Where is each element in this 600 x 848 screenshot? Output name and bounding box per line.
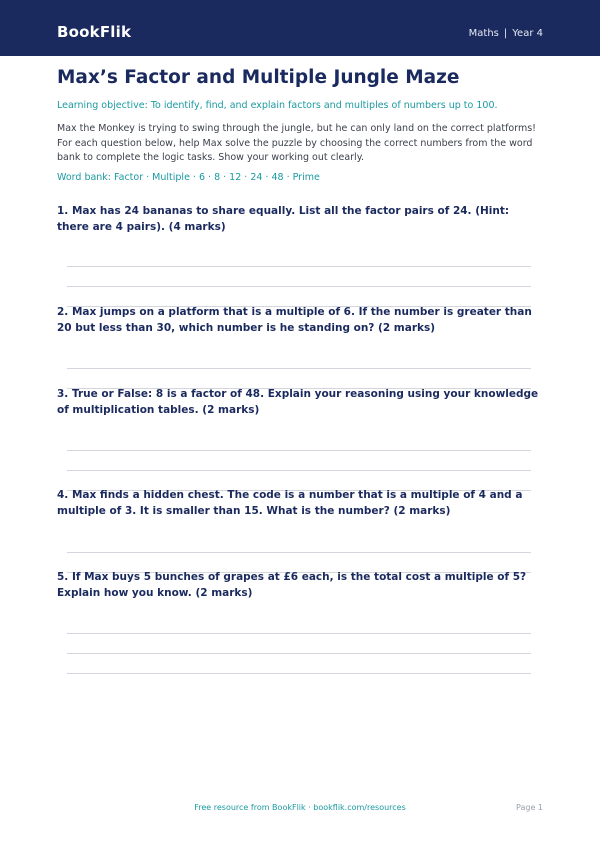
brand-logo: BookFlik — [57, 23, 132, 41]
answer-line[interactable] — [67, 450, 531, 451]
page-number: Page 1 — [516, 803, 543, 812]
learning-objective: Learning objective: To identify, find, and explain factors and multiples of numbers up to 100. — [57, 100, 498, 111]
question-3: 3. True or False: 8 is a factor of 48. Explain your reasoning using your knowledge of multiplication tables. (2 marks) — [57, 388, 539, 416]
year-label: Year 4 — [512, 28, 543, 39]
question-5: 5. If Max buys 5 bunches of grapes at £6 each, is the total cost a multiple of 5? Explain how you know. (2 marks) — [57, 571, 527, 599]
header-meta — [469, 27, 543, 41]
answer-line[interactable] — [67, 286, 531, 287]
question-1: 1. Max has 24 bananas to share equally. List all the factor pairs of 24. (Hint: there are 4 pairs). (4 marks) — [57, 205, 510, 233]
intro-paragraph: Max the Monkey is trying to swing through the jungle, but he can only land on the correct platforms! For each question below, help Max solve the puzzle by choosing the correct numbers from the word bank to complete the logic tasks. Show your working out clearly. — [57, 123, 536, 163]
answer-line[interactable] — [67, 266, 531, 267]
page-header — [0, 0, 600, 56]
question-2: 2. Max jumps on a platform that is a multiple of 6. If the number is greater than 20 but less than 30, which number is he standing on? (2 marks) — [57, 306, 532, 334]
answer-line[interactable] — [67, 673, 531, 674]
page-title: Max’s Factor and Multiple Jungle Maze — [57, 67, 460, 88]
header-separator: | — [503, 28, 508, 39]
word-bank: Word bank: Factor · Multiple · 6 · 8 · 12 · 24 · 48 · Prime — [57, 172, 320, 183]
footer-credit: Free resource from BookFlik · bookflik.com/resources — [194, 803, 406, 812]
question-4: 4. Max finds a hidden chest. The code is a number that is a multiple of 4 and a multiple of 3. It is smaller than 15. What is the number? (2 marks) — [57, 489, 523, 517]
answer-line[interactable] — [67, 470, 531, 471]
subject-label: Maths — [468, 28, 499, 39]
answer-line[interactable] — [67, 368, 531, 369]
answer-line[interactable] — [67, 552, 531, 553]
answer-line[interactable] — [67, 653, 531, 654]
answer-line[interactable] — [67, 633, 531, 634]
